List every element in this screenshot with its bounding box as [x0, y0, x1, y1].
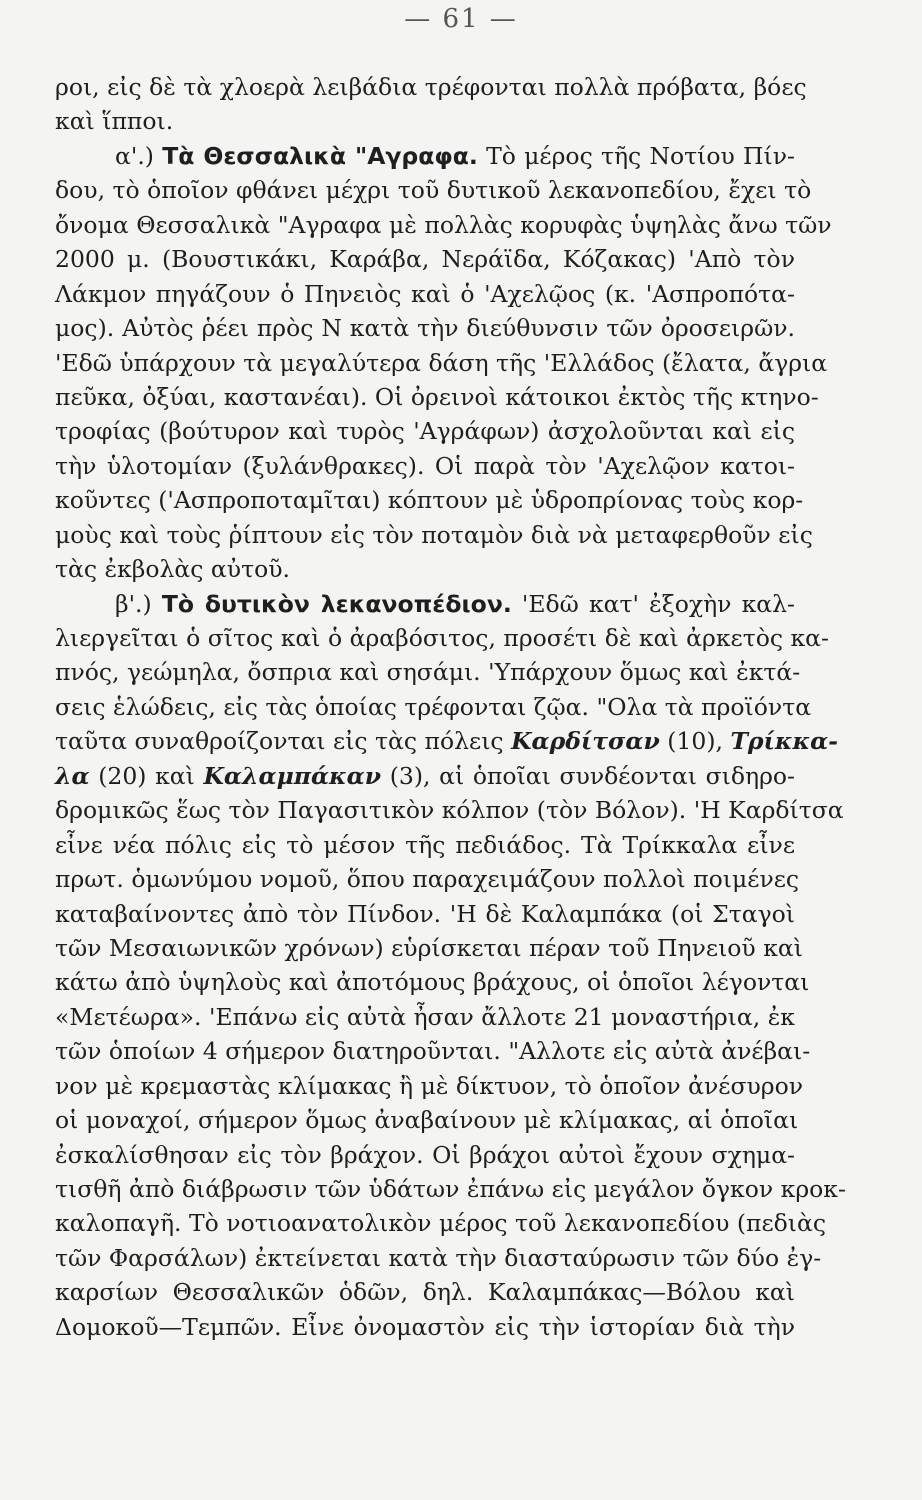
city-trikkala: Τρίκκα-: [730, 727, 838, 756]
text-line: ταῦτα συναθροίζονται εἰς τὰς πόλεις Καρδίτσαν (10), Τρίκκα-: [55, 727, 838, 756]
city-trikkala-cont: λα: [55, 761, 90, 790]
text-line: πνός, γεώμηλα, ὄσπρια καὶ σησάμι. 'Υπάρχουν ὅμως καὶ ἐκτά-: [55, 658, 801, 687]
text-line: τῶν Φαρσάλων) ἐκτείνεται κατὰ τὴν διασταύρωσιν τῶν δύο ἐγ-: [55, 1243, 822, 1272]
text-line: ροι, εἰς δὲ τὰ χλοερὰ λειβάδια τρέφονται πολλὰ πρόβατα, βόες: [55, 73, 807, 101]
city-kalampaka: Καλαμπάκαν: [203, 761, 382, 790]
city-karditsa: Καρδίτσαν: [511, 727, 660, 756]
text-line: τροφίας (βούτυρον καὶ τυρὸς 'Αγράφων) ἀσχολοῦνται καὶ εἰς: [55, 417, 795, 446]
text-line: τισθῆ ἀπὸ διάβρωσιν τῶν ὑδάτων ἐπάνω εἰς μεγάλον ὄγκον κροκ-: [55, 1175, 846, 1203]
text-line: 'Εδῶ ὑπάρχουν τὰ μεγαλύτερα δάση τῆς 'Ελλάδος (ἔλατα, ἄγρια: [55, 348, 828, 377]
text-line: καταβαίνοντες ἀπὸ τὸν Πίνδον. 'Η δὲ Καλαμπάκα (οἱ Σταγοὶ: [55, 899, 795, 928]
text-line: Δομοκοῦ—Τεμπῶν. Εἶνε ὀνομαστὸν εἰς τὴν ἱστορίαν διὰ τὴν: [55, 1312, 795, 1341]
text-line: κοῦντες ('Ασπροποταμῖται) κόπτουν μὲ ὑδροπρίονας τοὺς κορ-: [55, 486, 804, 515]
text-line: δου, τὸ ὁποῖον φθάνει μέχρι τοῦ δυτικοῦ λεκανοπεδίου, ἔχει τὸ: [55, 176, 812, 205]
text-line: τῶν ὁποίων 4 σήμερον διατηροῦνται. "Αλλοτε εἰς αὐτὰ ἀνέβαι-: [55, 1037, 811, 1066]
text-line: Λάκμον πηγάζουν ὁ Πηνειὸς καὶ ὁ 'Αχελῷος (κ. 'Ασπροπότα-: [55, 279, 795, 308]
body-text: [55, 70, 846, 1344]
section-heading-agrafa: α'.) Τὰ Θεσσαλικὰ "Αγραφα. Τὸ μέρος τῆς Νοτίου Πίν-: [115, 141, 795, 170]
text-line: τῶν Μεσαιωνικῶν χρόνων) εὑρίσκεται πέραν τοῦ Πηνειοῦ καὶ: [55, 933, 803, 962]
text-line: μοὺς καὶ τοὺς ῥίπτουν εἰς τὸν ποταμὸν διὰ νὰ μεταφερθοῦν εἰς: [55, 520, 813, 549]
text-line: λιεργεῖται ὁ σῖτος καὶ ὁ ἀραβόσιτος, προσέτι δὲ καὶ ἀρκετὸς κα-: [55, 624, 829, 652]
heading-thessalika-agrafa: Τὰ Θεσσαλικὰ "Αγραφα.: [162, 141, 478, 170]
text-line: δρομικῶς ἕως τὸν Παγασιτικὸν κόλπον (τὸν Βόλον). 'Η Καρδίτσα: [55, 796, 844, 825]
text-line: καὶ ἵπποι.: [55, 107, 174, 136]
text-line: πρωτ. ὁμωνύμου νομοῦ, ὅπου παραχειμάζουν πολλοὶ ποιμένες: [55, 865, 800, 894]
text-line: οἱ μοναχοί, σήμερον ὅμως ἀναβαίνουν μὲ κλίμακας, αἱ ὁποῖαι: [55, 1106, 799, 1135]
text-line: ἐσκαλίσθησαν εἰς τὸν βράχον. Οἱ βράχοι αὐτοὶ ἔχουν σχημα-: [55, 1140, 795, 1169]
text-line: μος). Αὐτὸς ῥέει πρὸς Ν κατὰ τὴν διεύθυνσιν τῶν ὀροσειρῶν.: [55, 314, 795, 343]
text-line: ὄνομα Θεσσαλικὰ "Αγραφα μὲ πολλὰς κορυφὰς ὑψηλὰς ἄνω τῶν: [55, 210, 832, 239]
text-line: σεις ἑλώδεις, εἰς τὰς ὁποίας τρέφονται ζῷα. "Ολα τὰ προϊόντα: [55, 692, 812, 721]
text-line: κάτω ἀπὸ ὑψηλοὺς καὶ ἀποτόμους βράχους, οἱ ὁποῖοι λέγονται: [55, 968, 810, 997]
text-line: λα (20) καὶ Καλαμπάκαν (3), αἱ ὁποῖαι συνδέονται σιδηρο-: [55, 761, 795, 790]
text-line: πεῦκα, ὀξύαι, καστανέαι). Οἱ ὀρεινοὶ κάτοικοι ἐκτὸς τῆς κτηνο-: [55, 382, 819, 411]
text-line: «Μετέωρα». 'Επάνω εἰς αὐτὰ ἦσαν ἄλλοτε 21 μοναστήρια, ἐκ: [55, 1002, 795, 1031]
section-heading-lekanopedion: β'.) Τὸ δυτικὸν λεκανοπέδιον. 'Εδῶ κατ' ἐξοχὴν καλ-: [115, 589, 795, 618]
heading-dytikon-lekanopedion: Τὸ δυτικὸν λεκανοπέδιον.: [161, 589, 512, 618]
text-line: τὰς ἐκβολὰς αὐτοῦ.: [55, 555, 290, 584]
text-line: τὴν ὑλοτομίαν (ξυλάνθρακες). Οἱ παρὰ τὸν 'Αχελῷον κατοι-: [55, 451, 795, 480]
text-line: 2000 μ. (Βουστικάκι, Καράβα, Νεράϊδα, Κόζακας) 'Απὸ τὸν: [55, 245, 795, 274]
text-line: εἶνε νέα πόλις εἰς τὸ μέσον τῆς πεδιάδος. Τὰ Τρίκκαλα εἶνε: [55, 830, 795, 859]
text-line: καλοπαγῆ. Τὸ νοτιοανατολικὸν μέρος τοῦ λεκανοπεδίου (πεδιὰς: [55, 1209, 827, 1238]
text-line: καρσίων Θεσσαλικῶν ὁδῶν, δηλ. Καλαμπάκας—Βόλου καὶ: [55, 1278, 795, 1307]
page-number: — 61 —: [404, 4, 518, 34]
text-line: νον μὲ κρεμαστὰς κλίμακας ἢ μὲ δίκτυον, τὸ ὁποῖον ἀνέσυρον: [55, 1071, 804, 1100]
